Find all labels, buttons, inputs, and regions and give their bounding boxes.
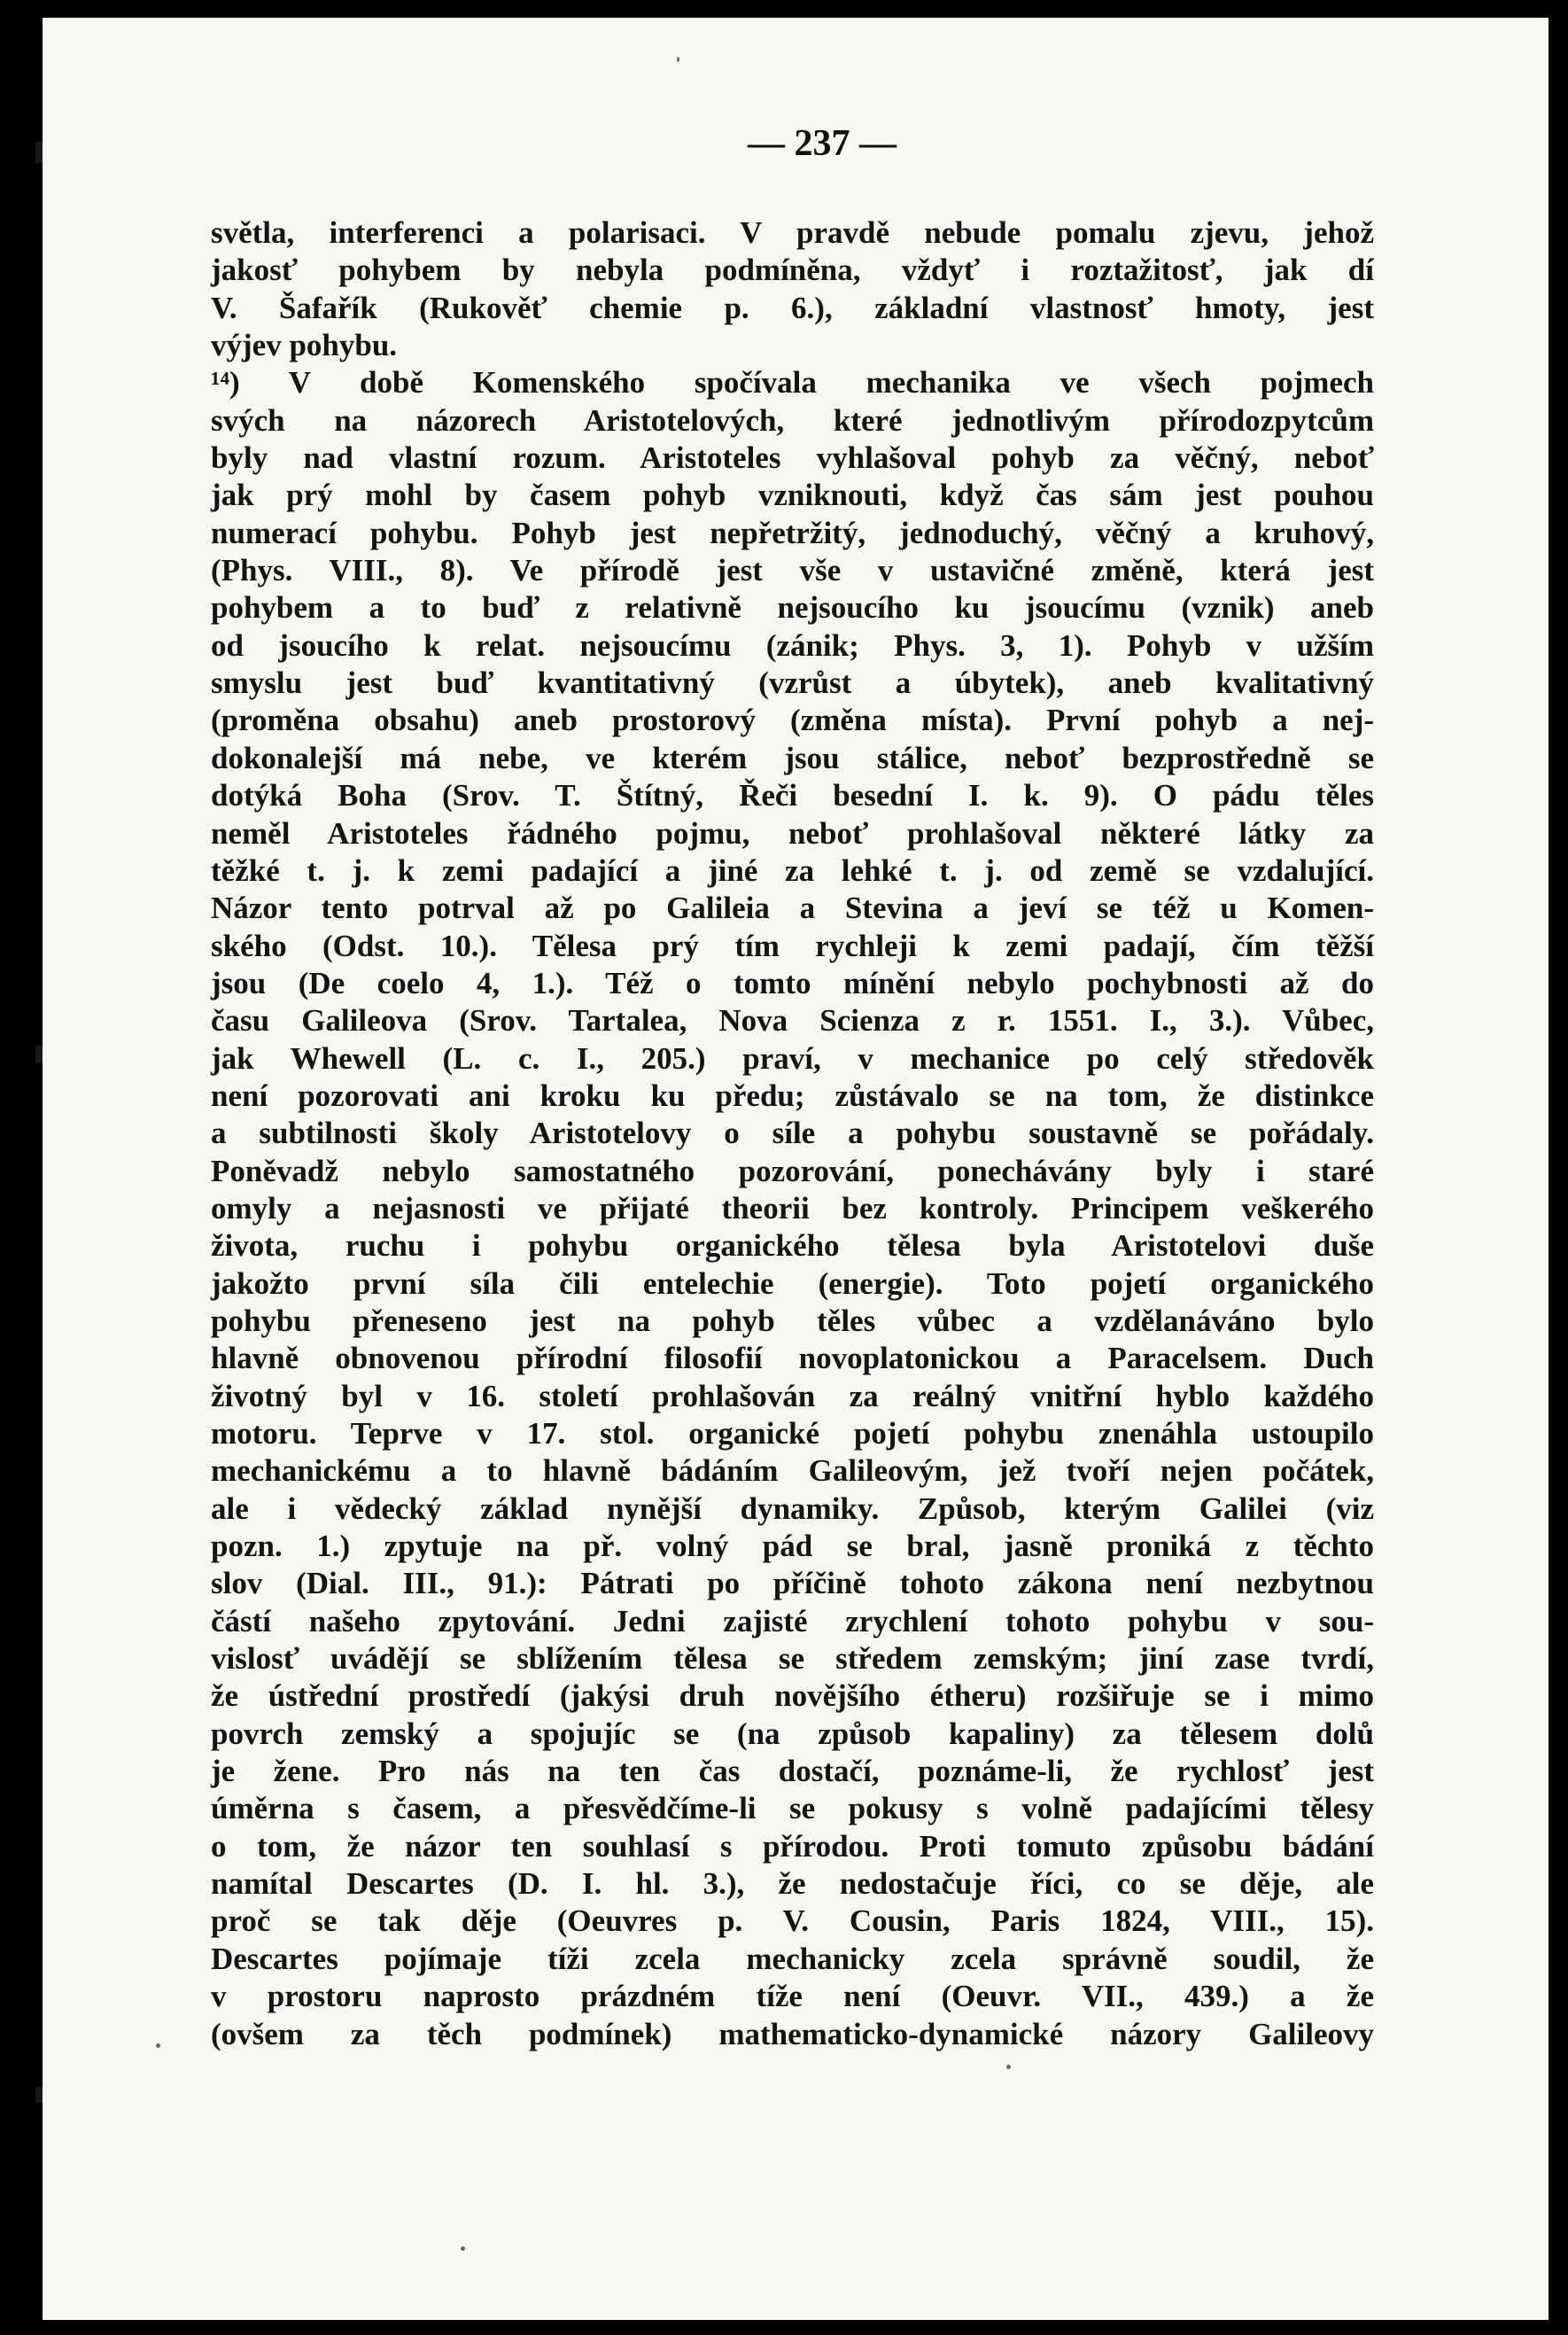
text-line: (proměna obsahu) aneb prostorový (změna místa). První pohyb a nej- xyxy=(211,703,1374,738)
text-line: jsou (De coelo 4, 1.). Též o tomto mínění nebylo pochybnosti až do xyxy=(211,965,1374,1000)
text-line: smyslu jest buď kvantitativný (vzrůst a úbytek), aneb kvalitativný xyxy=(211,665,1374,701)
text-line: (ovšem za těch podmínek) mathematicko-dynamické názory Galileovy xyxy=(211,2016,1374,2051)
text-line: že ústřední prostředí (jakýsi druh novějšího étheru) rozšiřuje se i mimo xyxy=(211,1678,1374,1714)
text-line: svých na názorech Aristotelových, které jednotlivým přírodozpytcům xyxy=(211,402,1374,438)
text-line: pohybem a to buď z relativně nejsoucího ku jsoucímu (vznik) aneb xyxy=(211,590,1374,626)
text-line: vislosť uvádějí se sblížením tělesa se středem zemským; jiní zase tvrdí, xyxy=(211,1641,1374,1677)
text-line: není pozorovati ani kroku ku předu; zůstávalo se na tom, že distinkce xyxy=(211,1078,1374,1113)
text-line: proč se tak děje (Oeuvres p. V. Cousin, Paris 1824, VIII., 15). xyxy=(211,1903,1374,1939)
left-edge-mark xyxy=(35,142,43,163)
text-line: dokonalejší má nebe, ve kterém jsou stálice, neboť bezprostředně se xyxy=(211,740,1374,775)
text-line: Názor tento potrval až po Galileia a Stevina a jeví se též u Komen- xyxy=(211,891,1374,926)
page-number: — 237 — xyxy=(748,123,897,164)
book-page xyxy=(43,18,1549,2320)
text-line: dotýká Boha (Srov. T. Štítný, Řeči besední I. k. 9). O pádu těles xyxy=(211,778,1374,813)
text-line: o tom, že názor ten souhlasí s přírodou. Proti tomuto způsobu bádání xyxy=(211,1828,1374,1864)
text-line: těžké t. j. k zemi padající a jiné za lehké t. j. od země se vzdalující. xyxy=(211,852,1374,888)
text-line: pohybu přeneseno jest na pohyb těles vůbec a vzdělanáváno bylo xyxy=(211,1303,1374,1338)
text-line: částí našeho zpytování. Jedni zajisté zrychlení tohoto pohybu v sou- xyxy=(211,1603,1374,1638)
text-line: omyly a nejasnosti ve přijaté theorii bez kontroly. Principem veškerého xyxy=(211,1190,1374,1226)
text-line: V. Šafařík (Rukověť chemie p. 6.), základní vlastnosť hmoty, jest xyxy=(211,290,1374,325)
text-line: ského (Odst. 10.). Tělesa prý tím rychleji k zemi padají, čím těžší xyxy=(211,928,1374,963)
text-line: ale i vědecký základ nynější dynamiky. Způsob, kterým Galilei (viz xyxy=(211,1491,1374,1526)
paper-speck xyxy=(1006,2065,1011,2069)
text-line: ¹⁴) V době Komenského spočívala mechanika ve všech pojmech xyxy=(211,365,1374,401)
text-line: času Galileova (Srov. Tartalea, Nova Scienza z r. 1551. I., 3.). Vůbec, xyxy=(211,1003,1374,1039)
text-line: výjev pohybu. xyxy=(211,328,398,363)
text-line: životný byl v 16. století prohlašován za reálný vnitřní hyblo každého xyxy=(211,1378,1374,1413)
left-edge-mark xyxy=(35,1046,43,1063)
text-line: slov (Dial. III., 91.): Pátrati po příčině tohoto zákona není nezbytnou xyxy=(211,1566,1374,1601)
text-line: byly nad vlastní rozum. Aristoteles vyhlašoval pohyb za věčný, neboť xyxy=(211,440,1374,476)
left-edge-mark xyxy=(35,2087,43,2103)
paper-speck xyxy=(156,2043,160,2048)
text-line: Poněvadž nebylo samostatného pozorování, ponechávány byly i staré xyxy=(211,1153,1374,1188)
footnote-text-block xyxy=(211,214,1374,2053)
text-line: povrch zemský a spojujíc se (na způsob kapaliny) za tělesem dolů xyxy=(211,1716,1374,1751)
text-line: hlavně obnovenou přírodní filosofií novoplatonickou a Paracelsem. Duch xyxy=(211,1341,1374,1376)
text-line: jakožto první síla čili entelechie (energie). Toto pojetí organického xyxy=(211,1265,1374,1301)
text-line: (Phys. VIII., 8). Ve přírodě jest vše v ustavičné změně, která jest xyxy=(211,553,1374,588)
text-line: úměrna s časem, a přesvědčíme-li se pokusy s volně padajícími tělesy xyxy=(211,1791,1374,1826)
text-line: Descartes pojímaje tíži zcela mechanicky zcela správně soudil, že xyxy=(211,1941,1374,1976)
text-line: života, ruchu i pohybu organického tělesa byla Aristotelovi duše xyxy=(211,1228,1374,1264)
text-line: jak prý mohl by časem pohyb vzniknouti, když čas sám jest pouhou xyxy=(211,478,1374,513)
text-line: jakosť pohybem by nebyla podmíněna, vždyť i roztažitosť, jak dí xyxy=(211,253,1374,288)
text-line: jak Whewell (L. c. I., 205.) praví, v mechanice po celý středověk xyxy=(211,1040,1374,1076)
text-line: motoru. Teprve v 17. stol. organické pojetí pohybu znenáhla ustoupilo xyxy=(211,1416,1374,1451)
text-line: je žene. Pro nás na ten čas dostačí, poznáme-li, že rychlosť jest xyxy=(211,1754,1374,1789)
text-line: numerací pohybu. Pohyb jest nepřetržitý, jednoduchý, věčný a kruhový, xyxy=(211,515,1374,550)
text-line: světla, interferenci a polarisaci. V pravdě nebude pomalu zjevu, jehož xyxy=(211,215,1374,250)
paper-speck xyxy=(461,2246,465,2251)
paper-speck xyxy=(677,57,679,62)
text-line: od jsoucího k relat. nejsoucímu (zánik; Phys. 3, 1). Pohyb v užším xyxy=(211,627,1374,663)
text-line: pozn. 1.) zpytuje na př. volný pád se bral, jasně proniká z těchto xyxy=(211,1529,1374,1564)
text-line: v prostoru naprosto prázdném tíže není (Oeuvr. VII., 439.) a že xyxy=(211,1979,1374,2014)
text-line: a subtilnosti školy Aristotelovy o síle a pohybu soustavně se pořádaly. xyxy=(211,1116,1374,1151)
text-line: neměl Aristoteles řádného pojmu, neboť prohlašoval některé látky za xyxy=(211,815,1374,851)
text-line: namítal Descartes (D. I. hl. 3.), že nedostačuje říci, co se děje, ale xyxy=(211,1866,1374,1902)
text-line: mechanickému a to hlavně bádáním Galileovým, jež tvoří nejen počátek, xyxy=(211,1453,1374,1489)
